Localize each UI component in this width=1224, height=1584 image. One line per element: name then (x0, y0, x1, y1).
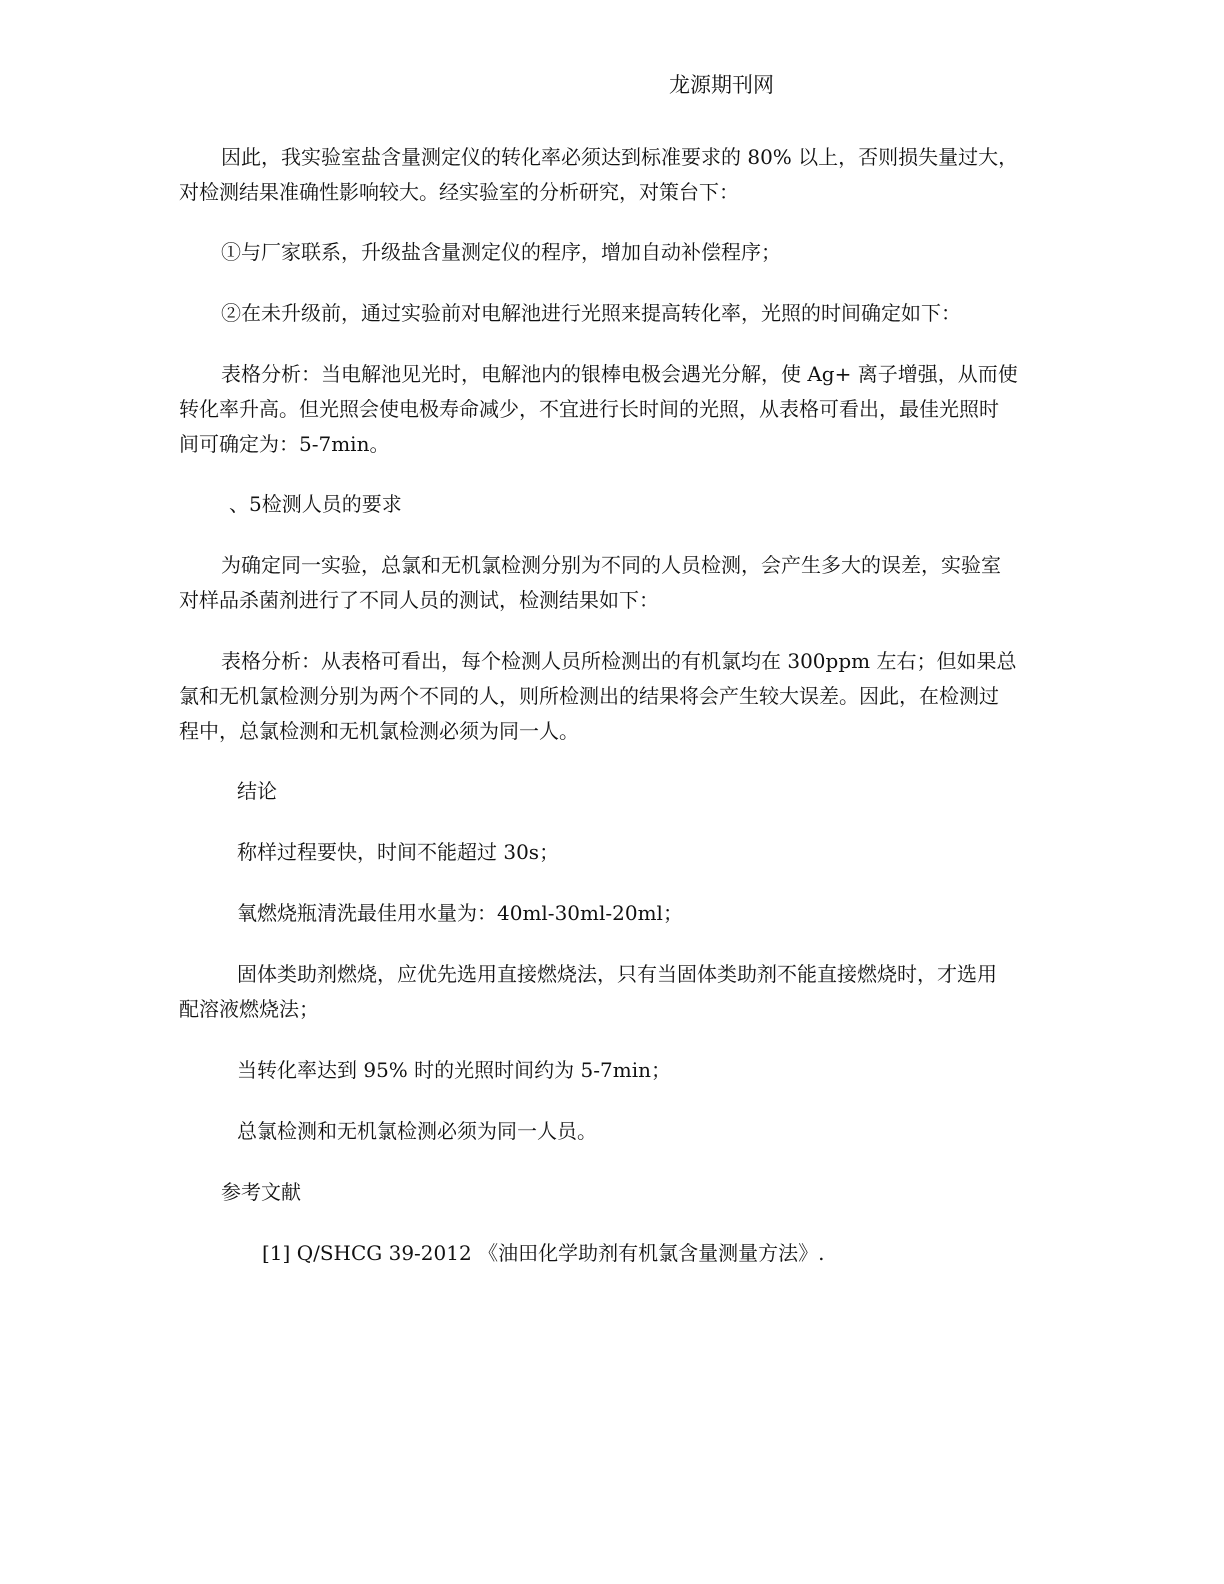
paragraph-line: 因此，我实验室盐含量测定仪的转化率必须达到标准要求的 80% 以上，否则损失量过大， (221, 145, 1019, 169)
references-heading: 参考文献 (221, 1180, 301, 1204)
conclusion-item: 氧燃烧瓶清洗最佳用水量为：40ml-30ml-20ml； (237, 901, 683, 925)
paragraph-line: 为确定同一实验，总氯和无机氯检测分别为不同的人员检测，会产生多大的误差，实验室 (221, 553, 1001, 577)
conclusion-heading: 结论 (237, 779, 277, 803)
paragraph-line: 表格分析：从表格可看出，每个检测人员所检测出的有机氯均在 300ppm 左右；但如果总 (221, 649, 1017, 673)
paragraph-line: 间可确定为：5-7min。 (179, 432, 390, 456)
section-heading: 、5检测人员的要求 (229, 492, 402, 516)
paragraph-line: 氯和无机氯检测分别为两个不同的人，则所检测出的结果将会产生较大误差。因此，在检测过 (179, 684, 999, 708)
conclusion-item: 固体类助剂燃烧，应优先选用直接燃烧法，只有当固体类助剂不能直接燃烧时，才选用 (237, 962, 997, 986)
conclusion-item: 配溶液燃烧法； (179, 997, 319, 1021)
conclusion-item: 称样过程要快，时间不能超过 30s； (237, 840, 560, 864)
conclusion-item: 当转化率达到 95% 时的光照时间约为 5-7min； (237, 1058, 671, 1082)
list-item: ①与厂家联系，升级盐含量测定仪的程序，增加自动补偿程序； (221, 240, 781, 264)
conclusion-item: 总氯检测和无机氯检测必须为同一人员。 (237, 1119, 597, 1143)
site-title: 龙源期刊网 (669, 73, 774, 97)
paragraph-line: 表格分析：当电解池见光时，电解池内的银棒电极会遇光分解，使 Ag+ 离子增强，从而使 (221, 362, 1018, 386)
paragraph-line: 对检测结果准确性影响较大。经实验室的分析研究，对策台下： (179, 180, 739, 204)
paragraph-line: 对样品杀菌剂进行了不同人员的测试，检测结果如下： (179, 588, 659, 612)
reference-item: [1] Q/SHCG 39-2012 《油田化学助剂有机氯含量测量方法》. (262, 1241, 825, 1265)
list-item: ②在未升级前，通过实验前对电解池进行光照来提高转化率，光照的时间确定如下： (221, 301, 961, 325)
paragraph-line: 转化率升高。但光照会使电极寿命减少，不宜进行长时间的光照，从表格可看出，最佳光照时 (179, 397, 999, 421)
paragraph-line: 程中，总氯检测和无机氯检测必须为同一人。 (179, 719, 579, 743)
